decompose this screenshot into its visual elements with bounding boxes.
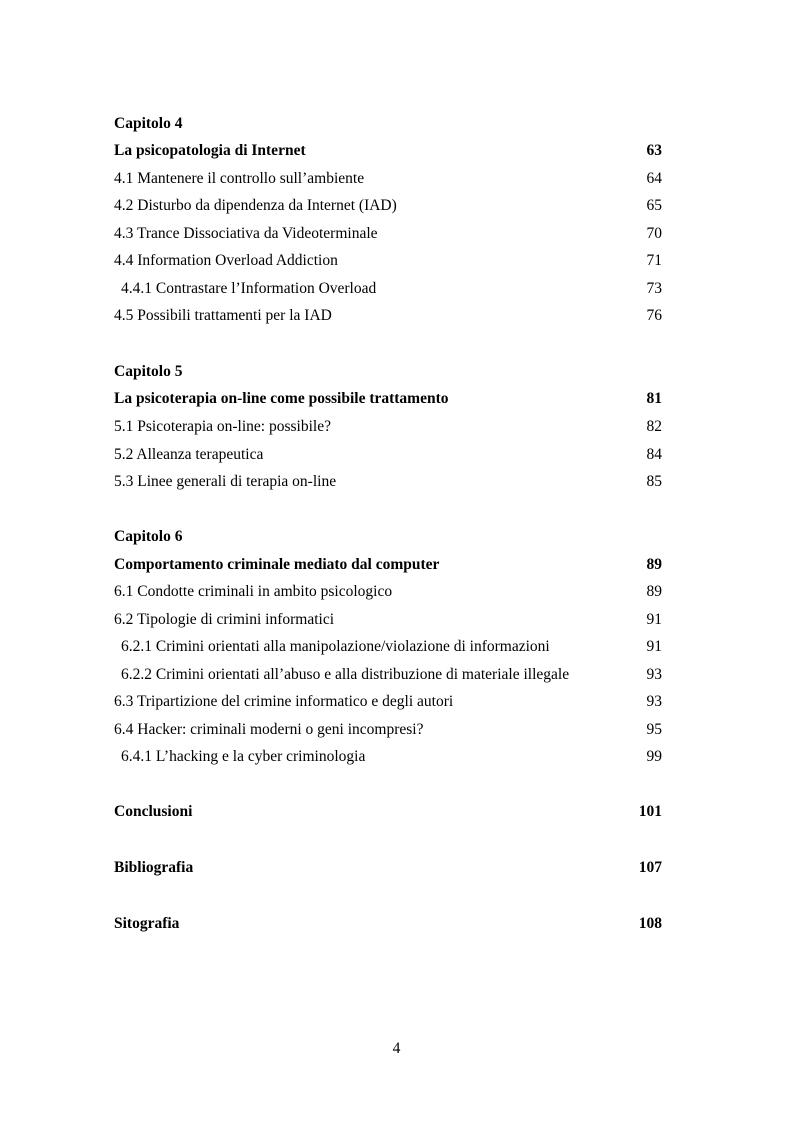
page-ref: 65 [646,197,662,214]
page-ref: 84 [646,446,662,463]
chapter-heading [114,361,662,383]
end-section-label: Conclusioni [114,803,193,820]
chapter-heading [114,526,662,548]
page-number: 4 [392,1040,401,1057]
toc-end-entry[interactable] [114,857,662,879]
toc-end-entry[interactable] [114,913,662,935]
page-ref: 82 [646,418,662,435]
subsection-label: 6.2.1 Crimini orientati alla manipolazione/violazione di informazioni [121,638,550,655]
toc-subentry[interactable] [121,636,662,658]
page-ref: 91 [646,638,662,655]
toc-entry[interactable] [114,416,662,438]
subsection-label: 6.4.1 L’hacking e la cyber criminologia [121,748,366,765]
section-label: 4.1 Mantenere il controllo sull’ambiente [114,170,365,187]
section-label: 4.2 Disturbo da dipendenza da Internet (IAD) [114,197,397,214]
page-ref: 93 [646,693,662,710]
page-ref: 101 [638,803,662,820]
section-label: 4.5 Possibili trattamenti per la IAD [114,307,332,324]
section-label: 6.2 Tipologie di crimini informatici [114,611,335,628]
section-label: 5.3 Linee generali di terapia on-line [114,473,337,490]
toc-subentry[interactable] [121,664,662,686]
end-section-label: Sitografia [114,915,180,932]
subsection-label: 4.4.1 Contrastare l’Information Overload [121,280,377,297]
page-ref: 76 [646,307,662,324]
subsection-label: 6.2.2 Crimini orientati all’abuso e alla distribuzione di materiale illegale [121,666,570,683]
chapter-title: Comportamento criminale mediato dal computer [114,556,440,573]
page-ref: 64 [646,170,662,187]
section-label: 5.1 Psicoterapia on-line: possibile? [114,418,331,435]
toc-entry[interactable] [114,168,662,190]
chapter-title: La psicopatologia di Internet [114,142,306,159]
toc-subentry[interactable] [121,746,662,768]
toc-entry[interactable] [114,581,662,603]
page-ref: 107 [638,859,662,876]
toc-entry[interactable] [114,195,662,217]
page-ref: 85 [646,473,662,490]
toc-entry[interactable] [114,609,662,631]
toc-entry[interactable] [114,305,662,327]
section-label: 4.3 Trance Dissociativa da Videoterminale [114,225,378,242]
toc-end-entry[interactable] [114,801,662,823]
chapter-title: La psicoterapia on-line come possibile trattamento [114,390,449,407]
page-ref: 63 [646,142,662,159]
page-ref: 95 [646,721,662,738]
chapter-heading-label: Capitolo 4 [114,115,183,132]
toc-entry[interactable] [114,223,662,245]
chapter-heading-label: Capitolo 5 [114,363,183,380]
toc-subentry[interactable] [121,278,662,300]
chapter-heading-label: Capitolo 6 [114,528,183,545]
page-ref: 89 [646,556,662,573]
chapter-title-row[interactable] [114,554,662,576]
page-ref: 99 [646,748,662,765]
section-label: 5.2 Alleanza terapeutica [114,446,264,463]
section-label: 6.1 Condotte criminali in ambito psicologico [114,583,393,600]
page-ref: 70 [646,225,662,242]
section-label: 6.4 Hacker: criminali moderni o geni incompresi? [114,721,424,738]
page-ref: 91 [646,611,662,628]
page-ref: 108 [638,915,662,932]
toc-entry[interactable] [114,719,662,741]
page-ref: 71 [646,252,662,269]
page-ref: 73 [646,280,662,297]
chapter-heading [114,113,662,135]
page-ref: 81 [646,390,662,407]
toc-entry[interactable] [114,444,662,466]
toc-entry[interactable] [114,691,662,713]
toc-entry[interactable] [114,250,662,272]
toc-entry[interactable] [114,471,662,493]
end-section-label: Bibliografia [114,859,194,876]
chapter-title-row[interactable] [114,388,662,410]
section-label: 4.4 Information Overload Addiction [114,252,338,269]
chapter-title-row[interactable] [114,140,662,162]
page-ref: 89 [646,583,662,600]
page-ref: 93 [646,666,662,683]
section-label: 6.3 Tripartizione del crimine informatico e degli autori [114,693,454,710]
